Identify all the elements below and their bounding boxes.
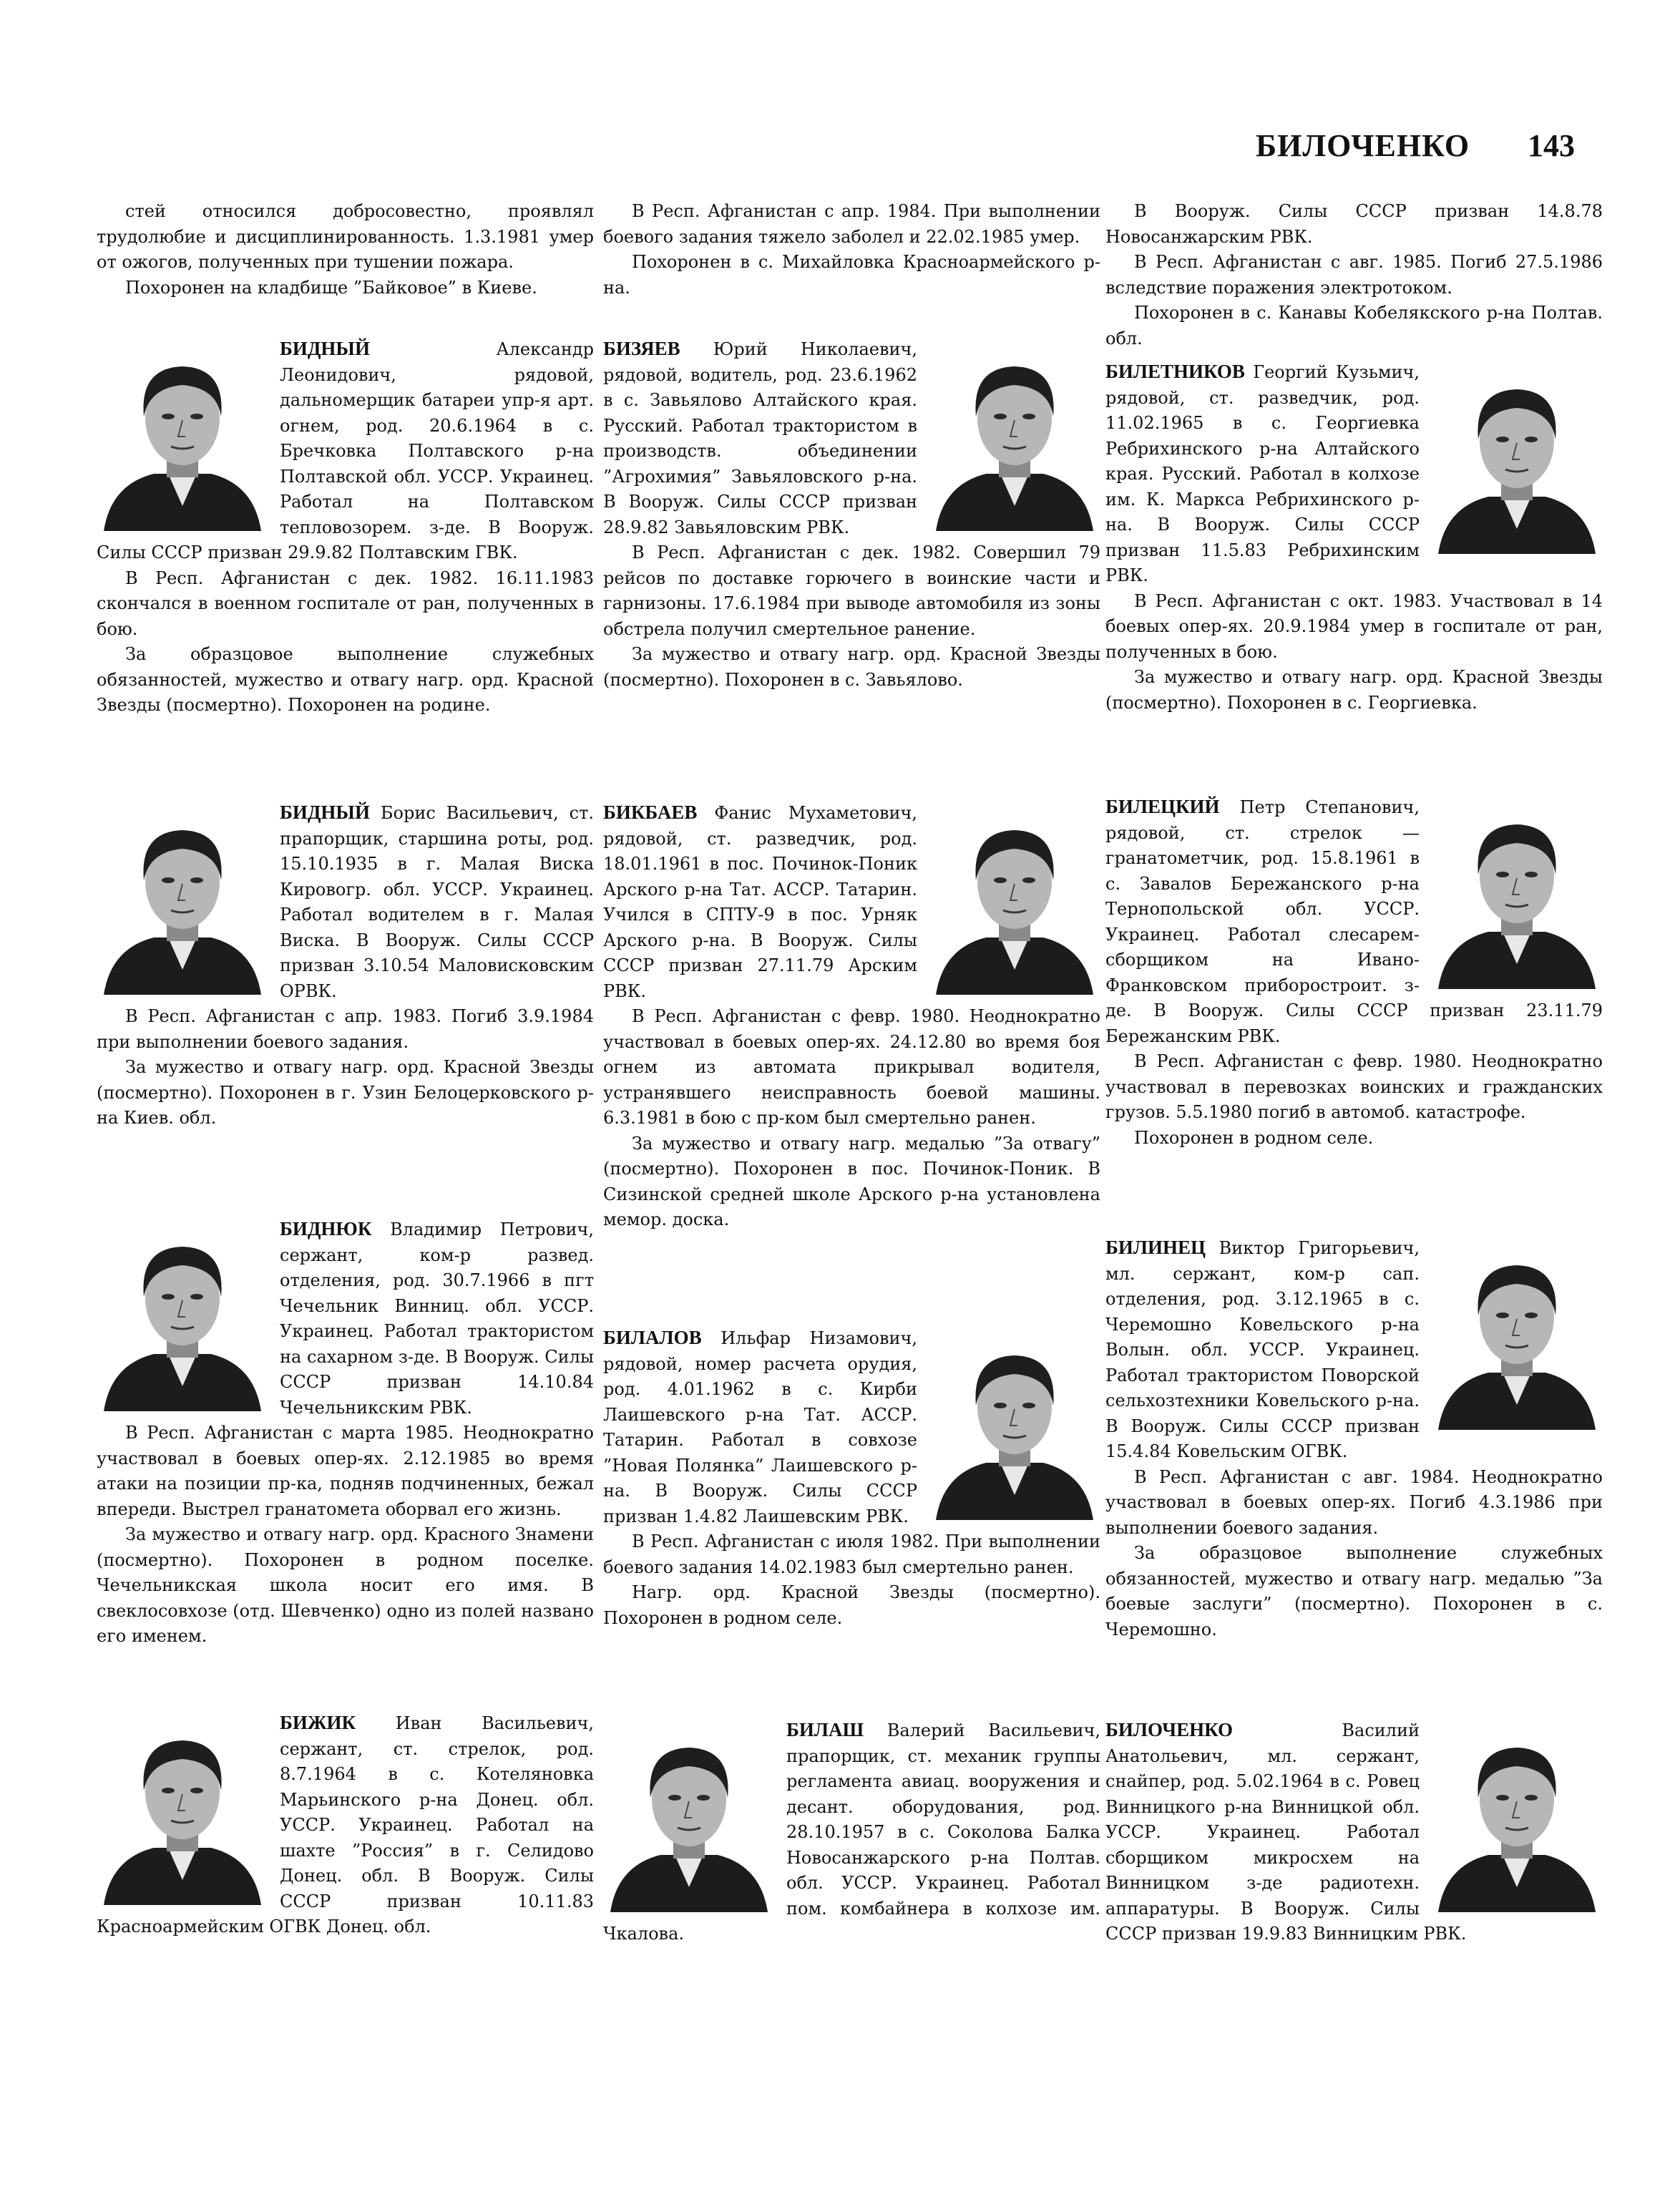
entry-paragraph: В Респ. Афганистан с апр. 1984. При выполнении боевого задания тяжело заболел и 22.02.1985 умер. xyxy=(603,201,1100,247)
entry-text: Владимир Петрович, сержант, ком-р развед. отделения, род. 30.7.1966 в пгт Чечельник Винниц. обл. УССР. Украинец. Работал трактористом на сахарном з-де. В Вооруж. Силы СССР призван 14.10.84 Чечельникским РВК. xyxy=(280,1219,594,1418)
portrait-photo xyxy=(929,338,1100,531)
portrait-photo xyxy=(1431,1719,1603,1912)
entry-text: Петр Степанович, рядовой, ст. стрелок — гранатометчик, род. 15.8.1961 в с. Завалов Бережанского р-на Тернопольской обл. УССР. Украинец. Работал слесарем-сборщиком на Ивано-Франковском приборостроит. з-де. В Вооруж. Силы СССР призван 23.11.79 Бережанским РВК. xyxy=(1105,797,1603,1046)
portrait-photo-icon xyxy=(1431,361,1603,554)
portrait-photo xyxy=(97,338,268,531)
entry-surname: БИДНЫЙ xyxy=(280,802,370,823)
entry-text: Александр Леонидович, рядовой, дальномерщик батареи упр-я арт. огнем, род. 20.6.1964 в с. Бречковка Полтавского р-на Полтавской обл. УССР. Украинец. Работал на Полтавском тепловозорем. з-де. В Вооруж. Силы СССР призван 29.9.82 Полтавским ГВК. xyxy=(97,339,594,562)
entry-paragraph: Нагр. орд. Красной Звезды (посмертно). Похоронен в родном селе. xyxy=(603,1582,1100,1628)
entry-paragraph: Похоронен в родном селе. xyxy=(1134,1127,1374,1148)
biography-entry xyxy=(1105,359,1603,716)
entry-text: Ильфар Низамович, рядовой, номер расчета орудия, род. 4.01.1962 в с. Кирби Лаишевского р-на Тат. АССР. Татарин. Работал в совхозе ”Новая Полянка” Лаишевского р-на. В Вооруж. Силы СССР призван 1.4.82 Лаишевским РВК. xyxy=(603,1328,917,1526)
entry-surname: БИЛОЧЕНКО xyxy=(1105,1719,1234,1740)
portrait-photo-icon xyxy=(929,338,1100,531)
entry-text: Иван Васильевич, сержант, ст. стрелок, род. 8.7.1964 в с. Котеляновка Марьинского р-на Донец. обл. УССР. Украинец. Работал на шахте ”Россия” в г. Селидово Донец. обл. В Вооруж. Силы СССР призван 10.11.83 Красноармейским ОГВК Донец. обл. xyxy=(97,1713,594,1937)
portrait-photo-icon xyxy=(603,1719,775,1912)
entry-paragraph: За мужество и отвагу нагр. медалью ”За отвагу” (посмертно). Похоронен в пос. Починок-Поник. В Сизинской средней школе Арского р-на установлена мемор. доска. xyxy=(603,1133,1100,1229)
biography-entry xyxy=(97,1710,594,1940)
biography-entry xyxy=(603,1325,1100,1631)
entry-surname: БИЛЕТНИКОВ xyxy=(1105,361,1245,382)
entry-paragraph: В Респ. Афганистан с окт. 1983. Участвовал в 14 боевых опер-ях. 20.9.1984 умер в госпитале от ран, полученных в бою. xyxy=(1105,590,1603,662)
entry-paragraph: стей относился добросовестно, проявлял трудолюбие и дисциплинированность. 1.3.1981 умер от ожогов, полученных при тушении пожара. xyxy=(97,201,594,272)
biography-entry xyxy=(1105,1235,1603,1642)
biography-entry xyxy=(603,336,1100,693)
biography-entry xyxy=(97,336,594,719)
entry-text: Фанис Мухаметович, рядовой, ст. разведчик, род. 18.01.1961 в пос. Починок-Поник Арского р-на Тат. АССР. Татарин. Учился в СПТУ-9 в пос. Урняк Арского р-на. В Вооруж. Силы СССР призван 27.11.79 Арским РВК. xyxy=(603,803,917,1001)
entry-paragraph: За мужество и отвагу нагр. орд. Красной Звезды (посмертно). Похоронен в с. Завьялово. xyxy=(603,644,1100,690)
entry-surname: БИЛЕЦКИЙ xyxy=(1105,796,1220,817)
biography-entry xyxy=(603,199,1100,301)
portrait-photo-icon xyxy=(97,802,268,995)
biography-entry xyxy=(603,800,1100,1233)
entry-paragraph: В Респ. Афганистан с дек. 1982. Совершил 79 рейсов по доставке горючего в воинские части и гарнизоны. 17.6.1984 при выводе автомобиля из зоны обстрела получил смертельное ранение. xyxy=(603,542,1100,639)
biography-entry xyxy=(97,1217,594,1650)
entry-paragraph: За образцовое выполнение служебных обязанностей, мужество и отвагу нагр. медалью ”За боевые заслуги” (посмертно). Похоронен в с. Черемошно. xyxy=(1105,1543,1603,1640)
portrait-photo-icon xyxy=(929,1327,1100,1520)
entry-surname: БИЗЯЕВ xyxy=(603,338,680,359)
portrait-photo-icon xyxy=(1431,1719,1603,1912)
portrait-photo-icon xyxy=(97,1712,268,1905)
entry-text: Борис Васильевич, ст. прапорщик, старшина роты, род. 15.10.1935 в г. Малая Виска Кировогр. обл. УССР. Украинец. Работал водителем в г. Малая Виска. В Вооруж. Силы СССР призван 3.10.54 Маловисковским ОРВК. xyxy=(280,803,594,1001)
entry-paragraph: В Респ. Афганистан с февр. 1980. Неоднократно участвовал в боевых опер-ях. 24.12.80 во время боя огнем из автомата прикрывал водителя, устранявшего неисправность боевой машины. 6.3.1981 в бою с пр-ком был смертельно ранен. xyxy=(603,1006,1100,1128)
biography-entry xyxy=(603,1718,1100,1947)
portrait-photo xyxy=(1431,796,1603,989)
entry-paragraph: В Респ. Афганистан с авг. 1985. Погиб 27.5.1986 вследствие поражения электротоком. xyxy=(1105,252,1603,298)
biography-entry xyxy=(1105,794,1603,1151)
entry-surname: БИКБАЕВ xyxy=(603,802,698,823)
portrait-photo xyxy=(1431,361,1603,554)
entry-paragraph: В Респ. Афганистан с апр. 1983. Погиб 3.9.1984 при выполнении боевого задания. xyxy=(97,1006,594,1052)
entry-paragraph: В Респ. Афганистан с марта 1985. Неоднократно участвовал в боевых опер-ях. 2.12.1985 во время атаки на позиции пр-ка, подняв подчиненных, бежал впереди. Выстрел гранатомета оборвал его жизнь. xyxy=(97,1423,594,1519)
entry-paragraph: За образцовое выполнение служебных обязанностей, мужество и отвагу нагр. орд. Красной Звезды (посмертно). Похоронен на родине. xyxy=(97,644,594,715)
page-number: 143 xyxy=(1528,128,1575,163)
entry-surname: БИЛИНЕЦ xyxy=(1105,1237,1206,1258)
entry-paragraph: В Респ. Афганистан с февр. 1980. Неоднократно участвовал в перевозках воинских и гражданских грузов. 5.5.1980 погиб в автомоб. катастрофе. xyxy=(1105,1051,1603,1122)
entry-paragraph: За мужество и отвагу нагр. орд. Красной Звезды (посмертно). Похоронен в с. Георгиевка. xyxy=(1105,667,1603,713)
entry-paragraph: В Респ. Афганистан с июля 1982. При выполнении боевого задания 14.02.1983 был смертельно ранен. xyxy=(603,1531,1100,1577)
entry-paragraph: В Респ. Афганистан с дек. 1982. 16.11.1983 скончался в военном госпитале от ран, полученных в бою. xyxy=(97,568,594,639)
portrait-photo-icon xyxy=(1431,1237,1603,1430)
entry-paragraph: В Вооруж. Силы СССР призван 14.8.78 Новосанжарским РВК. xyxy=(1105,201,1603,247)
portrait-photo xyxy=(929,1327,1100,1520)
entry-text: Валерий Васильевич, прапорщик, ст. механик группы регламента авиац. вооружения и десант. оборудования, род. 28.10.1957 в с. Соколова Балка Новосанжарского р-на Полтав. обл. УССР. Украинец. Работал пом. комбайнера в колхозе им. Чкалова. xyxy=(603,1720,1100,1944)
portrait-photo-icon xyxy=(1431,796,1603,989)
biography-entry xyxy=(97,199,594,301)
entry-paragraph: Похоронен на кладбище ”Байковое” в Киеве. xyxy=(125,277,537,298)
entry-paragraph: За мужество и отвагу нагр. орд. Красного Знамени (посмертно). Похоронен в родном поселке. Чечельникская школа носит его имя. В свеклосовхозе (отд. Шевченко) одно из полей названо его именем. xyxy=(97,1524,594,1646)
portrait-photo xyxy=(929,802,1100,995)
portrait-photo xyxy=(97,1712,268,1905)
entry-paragraph: Похоронен в с. Михайловка Красноармейского р-на. xyxy=(603,252,1100,298)
entry-paragraph: За мужество и отвагу нагр. орд. Красной Звезды (посмертно). Похоронен в г. Узин Белоцерковского р-на Киев. обл. xyxy=(97,1057,594,1128)
entry-text: Юрий Николаевич, рядовой, водитель, род. 23.6.1962 в с. Завьялово Алтайского края. Русский. Работал трактористом в производств. объединении ”Агрохимия” Завьяловского р-на. В Вооруж. Силы СССР призван 28.9.82 Завьяловским РВК. xyxy=(603,339,917,537)
running-head: БИЛОЧЕНКО xyxy=(1256,128,1470,163)
portrait-photo xyxy=(603,1719,775,1912)
entry-surname: БИЛАЛОВ xyxy=(603,1327,702,1348)
portrait-photo xyxy=(1431,1237,1603,1430)
portrait-photo xyxy=(97,1218,268,1411)
entry-paragraph: В Респ. Афганистан с авг. 1984. Неоднократно участвовал в боевых опер-ях. Погиб 4.3.1986 при выполнении боевого задания. xyxy=(1105,1466,1603,1538)
entry-surname: БИЖИК xyxy=(280,1712,356,1733)
entry-text: Георгий Кузьмич, рядовой, ст. разведчик, род. 11.02.1965 в с. Георгиевка Ребрихинского р-на Алтайского края. Русский. Работал в колхозе им. К. Маркса Ребрихинского р-на. В Вооруж. Силы СССР призван 11.5.83 Ребрихинским РВК. xyxy=(1105,362,1420,585)
entry-text: Василий Анатольевич, мл. сержант, снайпер, род. 5.02.1964 в с. Ровец Винницкого р-на Винницкой обл. УССР. Украинец. Работал сборщиком микросхем на Винницком з-де радиотехн. аппаратуры. В Вооруж. Силы СССР призван 19.9.83 Винницким РВК. xyxy=(1105,1720,1467,1944)
entry-paragraph: Похоронен в с. Канавы Кобелякского р-на Полтав. обл. xyxy=(1105,303,1603,349)
biography-entry xyxy=(1105,1718,1603,1947)
portrait-photo-icon xyxy=(97,1218,268,1411)
entry-surname: БИДНЮК xyxy=(280,1218,372,1239)
biography-entry xyxy=(1105,199,1603,351)
portrait-photo-icon xyxy=(929,802,1100,995)
portrait-photo-icon xyxy=(97,338,268,531)
portrait-photo xyxy=(97,802,268,995)
biography-entry xyxy=(97,800,594,1131)
entry-surname: БИДНЫЙ xyxy=(280,338,370,359)
entry-text: Виктор Григорьевич, мл. сержант, ком-р сап. отделения, род. 3.12.1965 в с. Черемошно Ковельского р-на Волын. обл. УССР. Украинец. Работал трактористом Поворской сельхозтехники Ковельского р-на. В Вооруж. Силы СССР призван 15.4.84 Ковельским ОГВК. xyxy=(1105,1238,1420,1461)
entry-surname: БИЛАШ xyxy=(786,1719,864,1740)
